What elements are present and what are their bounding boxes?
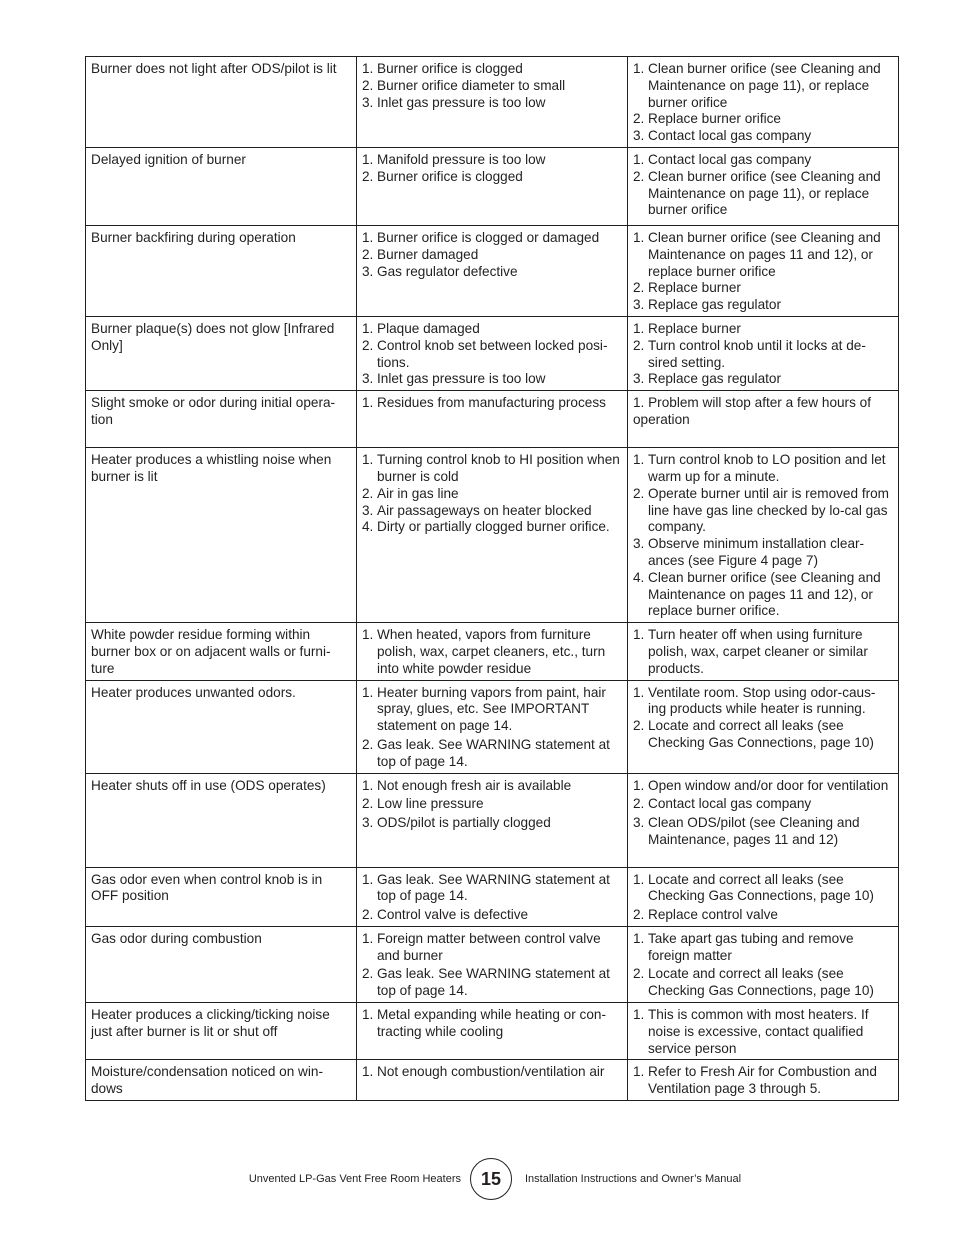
list-number: 1.	[633, 777, 645, 793]
cause-cell-list	[362, 1007, 621, 1041]
list-item	[633, 111, 892, 128]
list-number: 1.	[633, 320, 645, 336]
list-number: 2.	[633, 280, 645, 296]
list-number: 1.	[362, 777, 374, 793]
list-number: 2.	[633, 485, 645, 501]
list-text: Control valve is defective	[377, 907, 529, 923]
list-number: 2.	[362, 337, 374, 353]
list-item	[633, 685, 892, 719]
list-text: ODS/pilot is partially clogged	[377, 815, 551, 831]
list-item	[362, 966, 621, 1000]
list-item	[362, 61, 621, 78]
list-text: Burner orifice is clogged	[377, 61, 523, 76]
list-item	[362, 321, 621, 338]
remedy-cell	[628, 680, 899, 773]
list-item	[362, 796, 621, 813]
list-text: Locate and correct all leaks (see Checking Gas Connections, page 10)	[648, 718, 874, 750]
list-item	[633, 931, 892, 965]
list-number: 1.	[633, 61, 645, 76]
list-text: Clean burner orifice (see Cleaning and Maintenance on pages 11 and 12), or replace burner orifice	[648, 229, 881, 279]
problem-cell: Delayed ignition of burner	[86, 147, 357, 225]
list-item	[362, 264, 621, 281]
list-item	[362, 503, 621, 520]
list-text: Air in gas line	[377, 485, 459, 501]
table-row	[86, 391, 899, 448]
cause-cell	[357, 316, 628, 390]
list-text: Contact local gas company	[648, 151, 812, 167]
list-number: 1.	[362, 871, 374, 887]
list-number: 1.	[362, 1064, 374, 1080]
list-item	[633, 169, 892, 219]
list-number: 1.	[362, 452, 374, 468]
list-text: Replace gas regulator	[648, 297, 781, 313]
cause-cell-list	[362, 931, 621, 1000]
list-number: 2.	[633, 718, 645, 734]
list-number: 1.	[362, 151, 374, 167]
list-text: Turn heater off when using furniture polish, wax, carpet cleaner or similar products.	[648, 627, 868, 676]
list-item	[362, 486, 621, 503]
list-number: 1.	[362, 1007, 374, 1023]
list-text: When heated, vapors from furniture polish, wax, carpet cleaners, etc., turn into white powder residue	[377, 627, 606, 676]
list-text: Gas leak. See WARNING statement at top of page 14.	[377, 736, 610, 769]
list-number: 3.	[362, 815, 374, 831]
cause-cell-list	[362, 61, 621, 111]
list-text: Ventilate room. Stop using odor-caus-ing products while heater is running.	[648, 684, 876, 717]
list-number: 1.	[362, 61, 374, 76]
list-item	[633, 486, 892, 536]
list-text: Not enough fresh air is available	[377, 777, 572, 793]
list-item	[633, 371, 892, 388]
list-number: 2.	[633, 111, 645, 127]
list-text: Inlet gas pressure is too low	[377, 94, 546, 110]
list-number: 2.	[362, 736, 374, 752]
cause-cell	[357, 926, 628, 1002]
cause-cell	[357, 448, 628, 623]
problem-cell: Heater produces unwanted odors.	[86, 680, 357, 773]
list-number: 1.	[362, 627, 374, 643]
list-item	[633, 152, 892, 169]
list-number: 3.	[633, 128, 645, 144]
list-text: Locate and correct all leaks (see Checking Gas Connections, page 10)	[648, 871, 874, 904]
cause-cell-list	[362, 230, 621, 280]
cause-cell-list	[362, 395, 621, 412]
remedy-cell-list	[633, 230, 892, 314]
list-text: Locate and correct all leaks (see Checking Gas Connections, page 10)	[648, 966, 874, 999]
page-number: 15	[470, 1158, 512, 1200]
list-item	[633, 627, 892, 677]
list-text: Dirty or partially clogged burner orifice.	[377, 519, 610, 535]
list-item	[633, 778, 892, 795]
remedy-cell-list	[633, 1007, 892, 1057]
list-item	[362, 907, 621, 924]
list-text: This is common with most heaters. If noise is excessive, contact qualified service person	[648, 1007, 869, 1056]
problem-cell: Burner plaque(s) does not glow [Infrared Only]	[86, 316, 357, 390]
list-item	[362, 395, 621, 412]
remedy-cell	[628, 57, 899, 148]
table-row	[86, 623, 899, 680]
list-number: 1.	[633, 151, 645, 167]
list-item	[362, 247, 621, 264]
list-text: Gas leak. See WARNING statement at top of page 14.	[377, 966, 610, 999]
list-number: 1.	[633, 684, 645, 700]
cause-cell	[357, 773, 628, 867]
table-row	[86, 867, 899, 926]
table-row	[86, 316, 899, 390]
list-item	[633, 128, 892, 145]
list-item	[362, 1007, 621, 1041]
problem-cell: Gas odor even when control knob is in OFF position	[86, 867, 357, 926]
list-item	[633, 536, 892, 570]
remedy-cell	[628, 867, 899, 926]
list-text: Clean burner orifice (see Cleaning and Maintenance on pages 11 and 12), or replace burner orifice.	[648, 569, 881, 619]
cause-cell	[357, 1003, 628, 1060]
list-number: 1.	[362, 395, 374, 411]
list-number: 2.	[633, 907, 645, 923]
list-number: 1.	[633, 871, 645, 887]
list-number: 1.	[633, 627, 645, 643]
list-item	[362, 737, 621, 771]
list-item	[362, 338, 621, 372]
remedy-cell	[628, 926, 899, 1002]
list-number: 3.	[362, 502, 374, 518]
list-text: Replace burner orifice	[648, 111, 781, 127]
table-row	[86, 1060, 899, 1101]
list-item	[633, 280, 892, 297]
problem-cell: Moisture/condensation noticed on win-dows	[86, 1060, 357, 1101]
remedy-cell	[628, 225, 899, 316]
remedy-cell	[628, 147, 899, 225]
list-item	[633, 297, 892, 314]
problem-cell: Heater produces a whistling noise when burner is lit	[86, 448, 357, 623]
remedy-cell-list	[633, 685, 892, 752]
problem-cell: Slight smoke or odor during initial opera-tion	[86, 391, 357, 448]
list-text: Burner orifice is clogged or damaged	[377, 229, 600, 245]
cause-cell-list	[362, 685, 621, 771]
remedy-cell-list	[633, 152, 892, 219]
remedy-cell-list	[633, 778, 892, 849]
list-text: Metal expanding while heating or con-tracting while cooling	[377, 1007, 606, 1039]
list-text: Air passageways on heater blocked	[377, 502, 592, 518]
list-text: Open window and/or door for ventilation	[648, 777, 889, 793]
list-item	[633, 570, 892, 620]
list-item	[362, 1064, 621, 1081]
list-number: 2.	[633, 966, 645, 982]
troubleshooting-table-body	[86, 57, 899, 1101]
list-number: 1.	[633, 1064, 645, 1080]
table-row	[86, 448, 899, 623]
list-number: 4.	[362, 519, 374, 535]
list-item	[362, 169, 621, 186]
remedy-cell-list	[633, 61, 892, 145]
list-number: 2.	[362, 966, 374, 982]
list-text: Gas regulator defective	[377, 263, 518, 279]
list-text: Replace burner	[648, 320, 741, 336]
remedy-cell: 1. Problem will stop after a few hours of operation	[628, 391, 899, 448]
list-item	[362, 152, 621, 169]
list-text: Contact local gas company	[648, 796, 812, 812]
list-item	[362, 371, 621, 388]
list-number: 1.	[633, 452, 645, 468]
list-item	[633, 61, 892, 111]
cause-cell-list	[362, 627, 621, 677]
cause-cell	[357, 391, 628, 448]
list-text: Heater burning vapors from paint, hair spray, glues, etc. See IMPORTANT statement on page 14.	[377, 684, 606, 734]
list-number: 2.	[633, 796, 645, 812]
list-item	[633, 1064, 892, 1098]
table-row	[86, 773, 899, 867]
list-text: Contact local gas company	[648, 128, 812, 144]
problem-cell: Heater shuts off in use (ODS operates)	[86, 773, 357, 867]
list-item	[362, 627, 621, 677]
list-number: 3.	[633, 371, 645, 387]
troubleshooting-table	[85, 56, 899, 1101]
list-item	[362, 95, 621, 112]
remedy-cell	[628, 448, 899, 623]
list-number: 3.	[633, 297, 645, 313]
list-text: Replace control valve	[648, 907, 778, 923]
list-text: Clean ODS/pilot (see Cleaning and Maintenance, pages 11 and 12)	[648, 815, 860, 847]
table-row	[86, 680, 899, 773]
cause-cell	[357, 623, 628, 680]
list-number: 1.	[633, 229, 645, 245]
cause-cell	[357, 147, 628, 225]
list-item	[633, 872, 892, 906]
list-number: 2.	[362, 246, 374, 262]
problem-cell: White powder residue forming within burner box or on adjacent walls or furni-ture	[86, 623, 357, 680]
list-item	[362, 778, 621, 795]
footer-manual-title: Installation Instructions and Owner’s Manual	[525, 1173, 742, 1185]
list-number: 3.	[362, 263, 374, 279]
table-row	[86, 1003, 899, 1060]
list-text: Manifold pressure is too low	[377, 151, 546, 167]
list-number: 3.	[633, 536, 645, 552]
list-number: 1.	[633, 1007, 645, 1023]
problem-cell: Burner does not light after ODS/pilot is lit	[86, 57, 357, 148]
cause-cell	[357, 867, 628, 926]
table-row	[86, 225, 899, 316]
problem-cell: Gas odor during combustion	[86, 926, 357, 1002]
cause-cell	[357, 680, 628, 773]
cause-cell-list	[362, 452, 621, 536]
list-item	[633, 796, 892, 813]
footer-product-title: Unvented LP-Gas Vent Free Room Heaters	[248, 1173, 461, 1185]
list-item	[633, 230, 892, 280]
list-item	[362, 519, 621, 536]
list-text: Refer to Fresh Air for Combustion and Ventilation page 3 through 5.	[648, 1064, 877, 1097]
list-text: Burner damaged	[377, 246, 479, 262]
list-item	[633, 966, 892, 1000]
list-text: Turn control knob to LO position and let warm up for a minute.	[648, 452, 886, 484]
list-item	[362, 685, 621, 735]
list-number: 2.	[362, 796, 374, 812]
remedy-cell	[628, 316, 899, 390]
list-number: 4.	[633, 569, 645, 585]
list-text: Burner orifice diameter to small	[377, 77, 566, 93]
table-row	[86, 926, 899, 1002]
list-number: 2.	[362, 485, 374, 501]
list-text: Turning control knob to HI position when burner is cold	[377, 452, 620, 484]
list-number: 1.	[362, 320, 374, 336]
list-text: Not enough combustion/ventilation air	[377, 1064, 605, 1080]
list-item	[362, 230, 621, 247]
remedy-cell	[628, 1003, 899, 1060]
list-number: 2.	[362, 77, 374, 93]
list-number: 3.	[633, 815, 645, 831]
remedy-cell-list	[633, 452, 892, 620]
list-number: 2.	[633, 168, 645, 184]
remedy-cell	[628, 1060, 899, 1101]
list-text: Residues from manufacturing process	[377, 395, 606, 411]
cause-cell-list	[362, 152, 621, 186]
remedy-cell-list	[633, 872, 892, 924]
list-text: Clean burner orifice (see Cleaning and Maintenance on page 11), or replace burner orifice	[648, 61, 881, 110]
remedy-cell	[628, 623, 899, 680]
list-item	[633, 718, 892, 752]
list-number: 1.	[633, 930, 645, 946]
list-text: Observe minimum installation clear-ances (see Figure 4 page 7)	[648, 536, 865, 568]
remedy-cell-list	[633, 931, 892, 1000]
remedy-cell-list	[633, 1064, 892, 1098]
problem-cell: Burner backfiring during operation	[86, 225, 357, 316]
list-text: Turn control knob until it locks at de-sired setting.	[648, 337, 866, 370]
list-number: 2.	[362, 168, 374, 184]
list-text: Gas leak. See WARNING statement at top of page 14.	[377, 871, 610, 904]
cause-cell-list	[362, 778, 621, 832]
list-item	[633, 338, 892, 372]
list-item	[362, 815, 621, 832]
list-text: Operate burner until air is removed from line have gas line checked by lo-cal gas company.	[648, 485, 890, 535]
cause-cell	[357, 225, 628, 316]
problem-cell: Heater produces a clicking/ticking noise just after burner is lit or shut off	[86, 1003, 357, 1060]
list-text: Replace burner	[648, 280, 741, 296]
list-item	[633, 452, 892, 486]
cause-cell-list	[362, 321, 621, 388]
list-number: 1.	[362, 930, 374, 946]
list-text: Foreign matter between control valve and burner	[377, 930, 601, 963]
cause-cell-list	[362, 1064, 621, 1081]
remedy-cell-list	[633, 321, 892, 388]
list-text: Replace gas regulator	[648, 371, 781, 387]
list-text: Clean burner orifice (see Cleaning and Maintenance on page 11), or replace burner orifice	[648, 168, 881, 218]
list-item	[633, 1007, 892, 1057]
cause-cell	[357, 1060, 628, 1101]
list-number: 3.	[362, 371, 374, 387]
list-number: 2.	[362, 907, 374, 923]
list-item	[362, 872, 621, 906]
list-item	[362, 78, 621, 95]
list-item	[633, 907, 892, 924]
list-text: Plaque damaged	[377, 320, 480, 336]
cause-cell-list	[362, 872, 621, 924]
list-text: Low line pressure	[377, 796, 484, 812]
cause-cell	[357, 57, 628, 148]
list-number: 2.	[633, 337, 645, 353]
page-footer	[0, 1158, 954, 1202]
list-item	[633, 321, 892, 338]
list-item	[633, 815, 892, 849]
list-text: Control knob set between locked posi-tions.	[377, 337, 608, 370]
table-row	[86, 57, 899, 148]
list-text: Inlet gas pressure is too low	[377, 371, 546, 387]
list-item	[362, 452, 621, 486]
table-row	[86, 147, 899, 225]
remedy-cell	[628, 773, 899, 867]
list-number: 1.	[362, 229, 374, 245]
remedy-cell-list	[633, 627, 892, 677]
list-item	[362, 931, 621, 965]
list-text: Burner orifice is clogged	[377, 168, 523, 184]
list-number: 3.	[362, 94, 374, 110]
list-text: Take apart gas tubing and remove foreign matter	[648, 930, 854, 963]
list-number: 1.	[362, 684, 374, 700]
